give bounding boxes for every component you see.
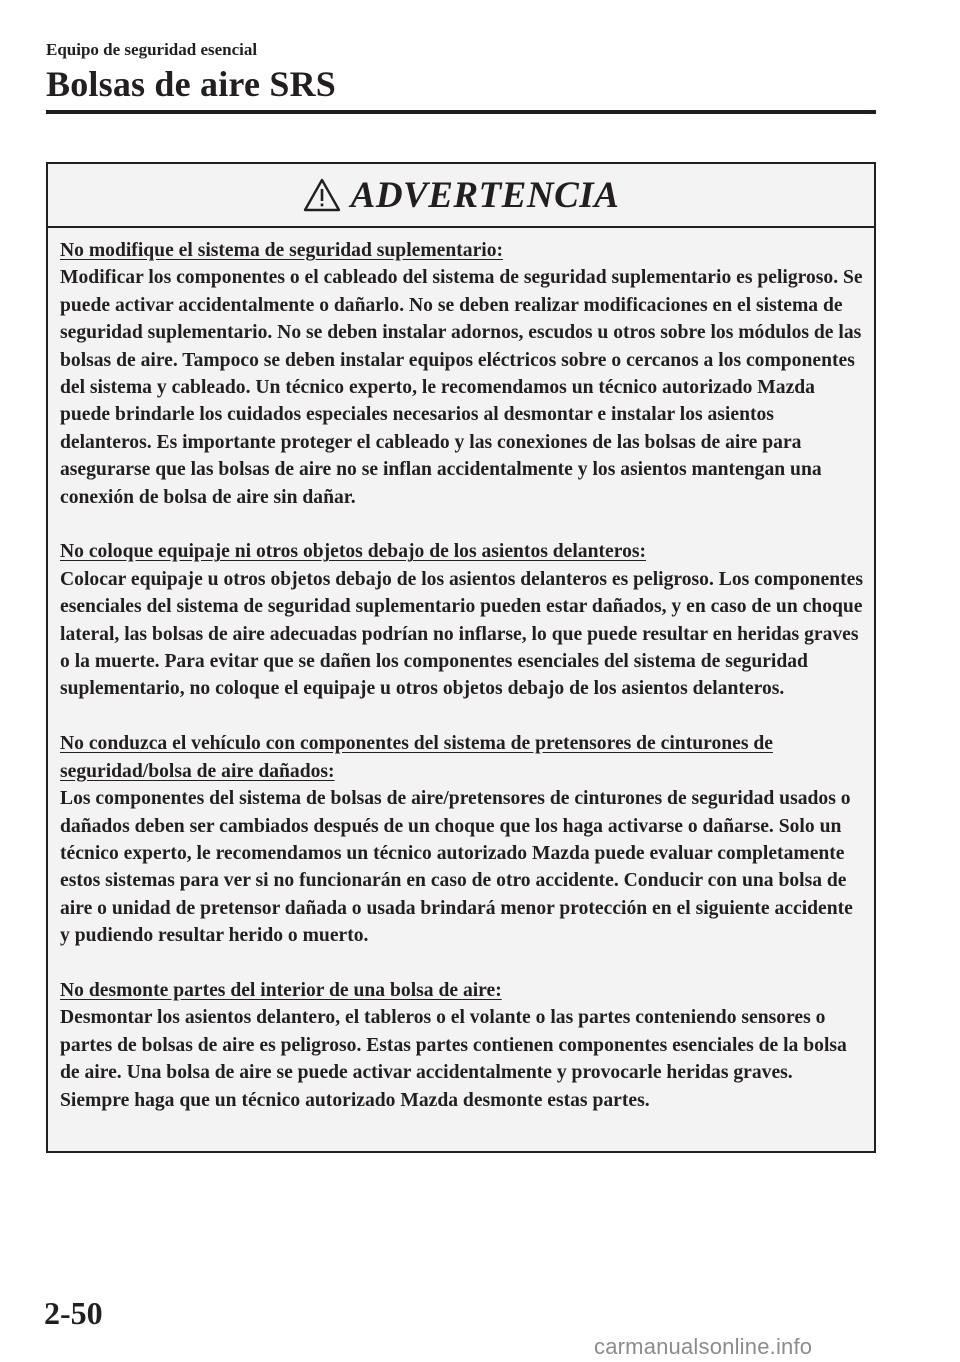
warning-item-text: Los componentes del sistema de bolsas de aire/pretensores de cinturones de seguridad usados o dañados deben ser cambiados después de un choque que los haga activarse o dañarse. Solo un técnico experto, le recomendamos un técnico autorizado Mazda puede evaluar completamente estos sistemas para ver si no funcionarán en caso de otro accidente. Conducir con una bolsa de aire o unidad de pretensor dañada o usada brindará menor protección en el siguiente accidente y pudiendo resultar herido o muerto. bbox=[60, 788, 853, 947]
warning-body bbox=[48, 228, 874, 1114]
warning-item-heading: No coloque equipaje ni otros objetos debajo de los asientos delanteros: bbox=[60, 541, 647, 563]
warning-item-text: Modificar los componentes o el cableado del sistema de seguridad suplementario es peligroso. Se puede activar accidentalmente o dañarlo. No se deben realizar modificaciones en el sistema de seguridad suplementario. No se deben instalar adornos, escudos u otros sobre los módulos de las bolsas de aire. Tampoco se deben instalar equipos eléctricos sobre o cercanos a los componentes del sistema y cableado. Un técnico experto, le recomendamos un técnico autorizado Mazda puede brindarle los cuidados especiales necesarios al desmontar e instalar los asientos delanteros. Es importante proteger el cableado y las conexiones de las bolsas de aire para asegurarse que las bolsas de aire no se inflan accidentalmente y los asientos mantengan una conexión de bolsa de aire sin dañar. bbox=[60, 267, 863, 508]
page-title: Bolsas de aire SRS bbox=[46, 64, 336, 104]
warning-item-text: Colocar equipaje u otros objetos debajo de los asientos delanteros es peligroso. Los componentes esenciales del sistema de seguridad suplementario pueden estar dañados, y en caso de un choque lateral, las bolsas de aire adecuadas podrían no inflarse, lo que puede resultar en heridas graves o la muerte. Para evitar que se dañen los componentes esenciales del sistema de seguridad suplementario, no coloque el equipaje u otros objetos debajo de los asientos delanteros. bbox=[60, 568, 863, 700]
warning-item bbox=[60, 237, 864, 511]
header-divider bbox=[46, 110, 876, 114]
section-label: Equipo de seguridad esencial bbox=[46, 40, 258, 59]
warning-header bbox=[48, 164, 874, 228]
warning-item-text: Desmontar los asientos delantero, el tableros o el volante o las partes conteniendo sensores o partes de bolsas de aire es peligroso. Estas partes contienen componentes esenciales de la bolsa de aire. Una bolsa de aire se puede activar accidentalmente y provocarle heridas graves. Siempre haga que un técnico autorizado Mazda desmonte estas partes. bbox=[60, 1007, 847, 1111]
warning-item-heading: No modifique el sistema de seguridad suplementario: bbox=[60, 240, 504, 261]
warning-triangle-icon bbox=[303, 178, 341, 212]
warning-item bbox=[60, 730, 864, 949]
warning-item-heading: No conduzca el vehículo con componentes del sistema de pretensores de cinturones de seguridad/bolsa de aire dañados: bbox=[60, 733, 773, 782]
page-number: 2-50 bbox=[44, 1295, 103, 1331]
warning-item bbox=[60, 538, 864, 702]
warning-title: ADVERTENCIA bbox=[350, 174, 620, 216]
warning-box bbox=[46, 162, 876, 1153]
watermark: carmanualsonline.info bbox=[594, 1334, 813, 1359]
page-header bbox=[46, 40, 876, 104]
warning-item bbox=[60, 977, 864, 1114]
warning-item-heading: No desmonte partes del interior de una bolsa de aire: bbox=[60, 979, 502, 1001]
